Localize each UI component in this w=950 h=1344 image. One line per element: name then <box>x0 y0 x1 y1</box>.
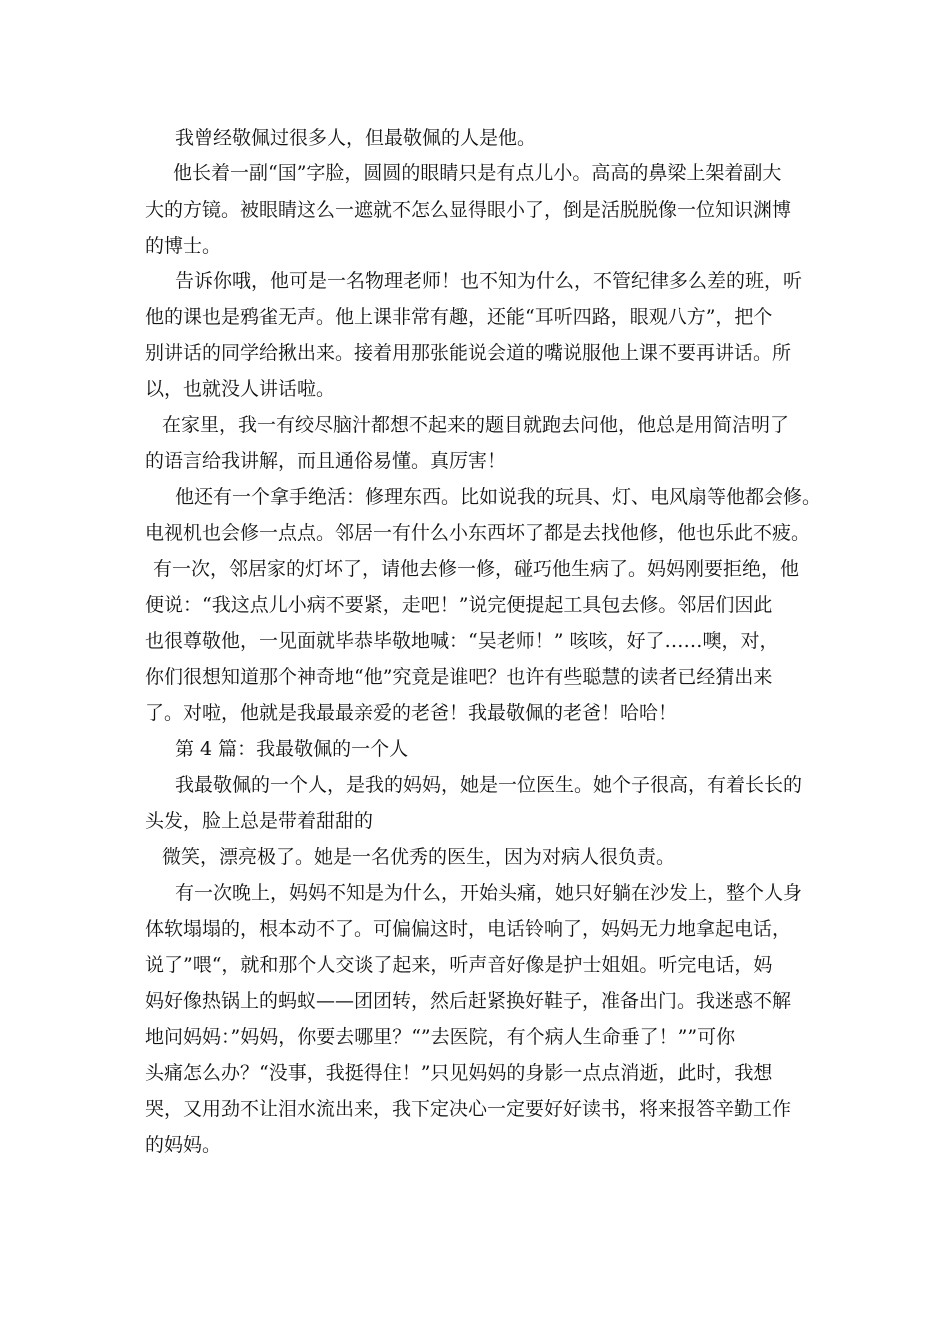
paragraph-line: 他的课也是鸦雀无声。他上课非常有趣，还能“耳听四路，眼观八方”，把个 <box>145 306 773 328</box>
paragraph-line: 的博士。 <box>145 235 222 257</box>
paragraph-line: 以，也就没人讲话啦。 <box>145 378 336 400</box>
paragraph-line: 头痛怎么办？“没事，我挺得住！”只见妈妈的身影一点点消逝，此时，我想 <box>145 1062 773 1084</box>
paragraph-line: 微笑，漂亮极了。她是一名优秀的医生，因为对病人很负责。 <box>162 846 676 868</box>
paragraph-line: 有一次，邻居家的灯坏了，请他去修一修，碰巧他生病了。妈妈刚要拒绝，他 <box>153 558 800 580</box>
paragraph-line: 他长着一副“国”字脸，圆圆的眼睛只是有点儿小。高高的鼻梁上架着副大 <box>173 162 782 184</box>
paragraph-line: 也很尊敬他，一见面就毕恭毕敬地喊：“吴老师！” 咳咳，好了……噢，对， <box>145 630 779 652</box>
paragraph-line: 的语言给我讲解，而且通俗易懂。真厉害！ <box>145 450 507 472</box>
paragraph-line: 告诉你哦，他可是一名物理老师！也不知为什么，不管纪律多么差的班，听 <box>175 270 803 292</box>
paragraph-line: 你们很想知道那个神奇地“他”究竟是谁吧？也许有些聪慧的读者已经猜出来 <box>145 666 773 688</box>
paragraph-line: 在家里，我一有绞尽脑汁都想不起来的题目就跑去问他，他总是用简洁明了 <box>162 414 790 436</box>
paragraph-line: 他还有一个拿手绝活：修理东西。比如说我的玩具、灯、电风扇等他都会修。 <box>175 486 822 508</box>
paragraph-line: 了。对啦，他就是我最最亲爱的老爸！我最敬佩的老爸！哈哈！ <box>145 702 678 724</box>
paragraph-line: 说了”喂“，就和那个人交谈了起来，听声音好像是护士姐姐。听完电话，妈 <box>145 954 773 976</box>
paragraph-line: 别讲话的同学给揪出来。接着用那张能说会道的嘴说服他上课不要再讲话。所 <box>145 342 792 364</box>
paragraph-line: 我曾经敬佩过很多人，但最敬佩的人是他。 <box>175 127 537 149</box>
paragraph-line: 有一次晚上，妈妈不知是为什么，开始头痛，她只好躺在沙发上，整个人身 <box>175 882 803 904</box>
paragraph-line: 我最敬佩的一个人，是我的妈妈，她是一位医生。她个子很高，有着长长的 <box>175 774 803 796</box>
paragraph-line: 妈好像热锅上的蚂蚁——团团转，然后赶紧换好鞋子，准备出门。我迷惑不解 <box>145 990 792 1012</box>
section-heading: 第 4 篇：我最敬佩的一个人 <box>175 738 409 760</box>
paragraph-line: 地问妈妈：”妈妈，你要去哪里？“”去医院，有个病人生命垂了！””可你 <box>145 1026 736 1048</box>
paragraph-line: 便说：“我这点儿小病不要紧，走吧！”说完便提起工具包去修。邻居们因此 <box>145 594 773 616</box>
paragraph-line: 大的方镜。被眼睛这么一遮就不怎么显得眼小了，倒是活脱脱像一位知识渊博 <box>145 199 792 221</box>
paragraph-line: 电视机也会修一点点。邻居一有什么小东西坏了都是去找他修，他也乐此不疲。 <box>145 522 811 544</box>
paragraph-line: 头发，脸上总是带着甜甜的 <box>145 810 374 832</box>
paragraph-line: 的妈妈。 <box>145 1134 222 1156</box>
paragraph-line: 体软塌塌的，根本动不了。可偏偏这时，电话铃响了，妈妈无力地拿起电话， <box>145 918 792 940</box>
paragraph-line: 哭，又用劲不让泪水流出来，我下定决心一定要好好读书，将来报答辛勤工作 <box>145 1098 792 1120</box>
